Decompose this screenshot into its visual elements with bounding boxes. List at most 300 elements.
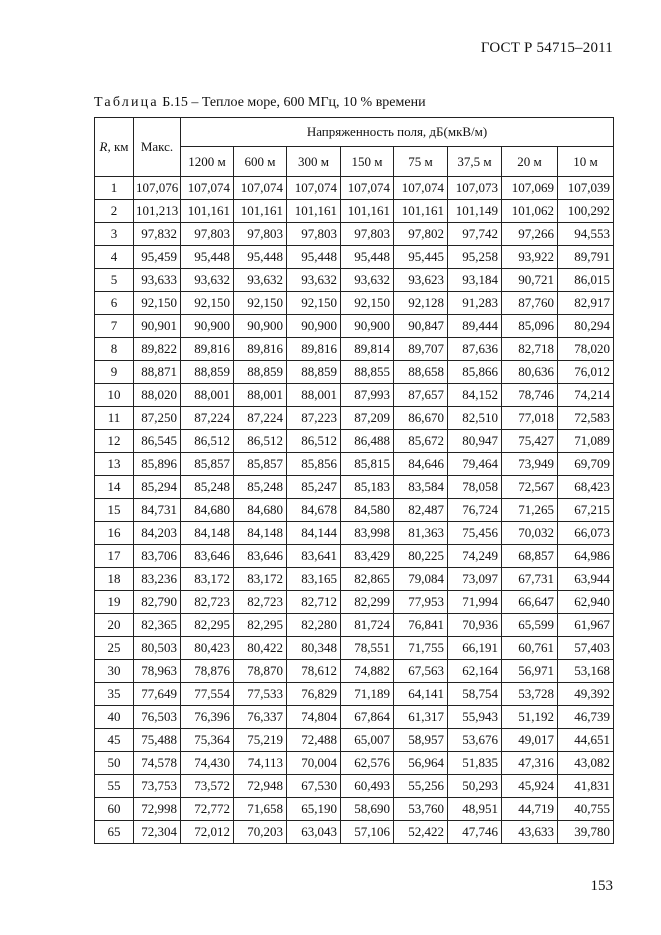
value-cell: 86,670 bbox=[394, 407, 448, 430]
value-cell: 93,184 bbox=[448, 269, 502, 292]
value-cell: 77,018 bbox=[502, 407, 558, 430]
table-row bbox=[95, 223, 614, 246]
value-cell: 82,790 bbox=[134, 591, 181, 614]
value-cell: 93,922 bbox=[502, 246, 558, 269]
value-cell: 95,459 bbox=[134, 246, 181, 269]
distance-cell: 17 bbox=[95, 545, 134, 568]
value-cell: 80,947 bbox=[448, 430, 502, 453]
value-cell: 87,760 bbox=[502, 292, 558, 315]
value-cell: 44,719 bbox=[502, 798, 558, 821]
table-row bbox=[95, 246, 614, 269]
value-cell: 56,971 bbox=[502, 660, 558, 683]
value-cell: 90,847 bbox=[394, 315, 448, 338]
value-cell: 83,646 bbox=[181, 545, 234, 568]
value-cell: 89,816 bbox=[234, 338, 287, 361]
caption-label: Таблица bbox=[94, 95, 159, 110]
table-row bbox=[95, 798, 614, 821]
value-cell: 57,403 bbox=[558, 637, 614, 660]
value-cell: 93,623 bbox=[394, 269, 448, 292]
distance-unit: км bbox=[113, 139, 129, 154]
value-cell: 77,649 bbox=[134, 683, 181, 706]
value-cell: 78,612 bbox=[287, 660, 341, 683]
value-cell: 75,488 bbox=[134, 729, 181, 752]
value-cell: 107,074 bbox=[287, 177, 341, 200]
value-cell: 76,396 bbox=[181, 706, 234, 729]
value-cell: 101,161 bbox=[287, 200, 341, 223]
value-cell: 97,266 bbox=[502, 223, 558, 246]
value-cell: 70,032 bbox=[502, 522, 558, 545]
value-cell: 41,831 bbox=[558, 775, 614, 798]
value-cell: 62,164 bbox=[448, 660, 502, 683]
value-cell: 75,364 bbox=[181, 729, 234, 752]
value-cell: 85,248 bbox=[181, 476, 234, 499]
antenna-height-header: 37,5 м bbox=[448, 147, 502, 177]
value-cell: 67,215 bbox=[558, 499, 614, 522]
value-cell: 51,835 bbox=[448, 752, 502, 775]
value-cell: 75,219 bbox=[234, 729, 287, 752]
value-cell: 83,641 bbox=[287, 545, 341, 568]
value-cell: 58,957 bbox=[394, 729, 448, 752]
value-cell: 62,940 bbox=[558, 591, 614, 614]
distance-variable: R, bbox=[99, 139, 111, 154]
value-cell: 93,632 bbox=[181, 269, 234, 292]
value-cell: 67,864 bbox=[341, 706, 394, 729]
value-cell: 88,658 bbox=[394, 361, 448, 384]
value-cell: 86,512 bbox=[234, 430, 287, 453]
distance-cell: 19 bbox=[95, 591, 134, 614]
value-cell: 55,943 bbox=[448, 706, 502, 729]
value-cell: 93,633 bbox=[134, 269, 181, 292]
distance-column-header bbox=[95, 118, 134, 177]
value-cell: 80,636 bbox=[502, 361, 558, 384]
antenna-height-header: 75 м bbox=[394, 147, 448, 177]
value-cell: 88,859 bbox=[287, 361, 341, 384]
value-cell: 83,646 bbox=[234, 545, 287, 568]
table-row bbox=[95, 545, 614, 568]
value-cell: 97,803 bbox=[341, 223, 394, 246]
value-cell: 70,004 bbox=[287, 752, 341, 775]
value-cell: 47,746 bbox=[448, 821, 502, 844]
table-row bbox=[95, 821, 614, 844]
value-cell: 84,144 bbox=[287, 522, 341, 545]
value-cell: 63,043 bbox=[287, 821, 341, 844]
distance-cell: 40 bbox=[95, 706, 134, 729]
value-cell: 87,636 bbox=[448, 338, 502, 361]
table-row bbox=[95, 591, 614, 614]
value-cell: 78,876 bbox=[181, 660, 234, 683]
distance-cell: 20 bbox=[95, 614, 134, 637]
value-cell: 53,760 bbox=[394, 798, 448, 821]
value-cell: 87,224 bbox=[234, 407, 287, 430]
table-row bbox=[95, 384, 614, 407]
value-cell: 50,293 bbox=[448, 775, 502, 798]
table-row bbox=[95, 614, 614, 637]
value-cell: 100,292 bbox=[558, 200, 614, 223]
value-cell: 67,530 bbox=[287, 775, 341, 798]
value-cell: 60,761 bbox=[502, 637, 558, 660]
value-cell: 97,832 bbox=[134, 223, 181, 246]
value-cell: 75,456 bbox=[448, 522, 502, 545]
distance-cell: 65 bbox=[95, 821, 134, 844]
antenna-height-header: 150 м bbox=[341, 147, 394, 177]
value-cell: 72,772 bbox=[181, 798, 234, 821]
value-cell: 87,224 bbox=[181, 407, 234, 430]
value-cell: 88,859 bbox=[234, 361, 287, 384]
value-cell: 72,583 bbox=[558, 407, 614, 430]
value-cell: 88,001 bbox=[234, 384, 287, 407]
value-cell: 89,822 bbox=[134, 338, 181, 361]
value-cell: 97,802 bbox=[394, 223, 448, 246]
value-cell: 93,632 bbox=[234, 269, 287, 292]
table-caption bbox=[94, 95, 426, 111]
distance-cell: 7 bbox=[95, 315, 134, 338]
value-cell: 89,814 bbox=[341, 338, 394, 361]
value-cell: 85,856 bbox=[287, 453, 341, 476]
distance-cell: 60 bbox=[95, 798, 134, 821]
value-cell: 72,304 bbox=[134, 821, 181, 844]
value-cell: 101,161 bbox=[181, 200, 234, 223]
value-cell: 43,082 bbox=[558, 752, 614, 775]
value-cell: 95,258 bbox=[448, 246, 502, 269]
value-cell: 95,448 bbox=[287, 246, 341, 269]
value-cell: 85,857 bbox=[234, 453, 287, 476]
value-cell: 79,464 bbox=[448, 453, 502, 476]
distance-cell: 35 bbox=[95, 683, 134, 706]
value-cell: 67,563 bbox=[394, 660, 448, 683]
value-cell: 55,256 bbox=[394, 775, 448, 798]
table-row bbox=[95, 407, 614, 430]
value-cell: 72,012 bbox=[181, 821, 234, 844]
value-cell: 85,866 bbox=[448, 361, 502, 384]
table-row bbox=[95, 499, 614, 522]
value-cell: 84,148 bbox=[234, 522, 287, 545]
distance-cell: 45 bbox=[95, 729, 134, 752]
value-cell: 90,901 bbox=[134, 315, 181, 338]
value-cell: 101,161 bbox=[341, 200, 394, 223]
value-cell: 74,804 bbox=[287, 706, 341, 729]
table-row bbox=[95, 683, 614, 706]
value-cell: 83,998 bbox=[341, 522, 394, 545]
table-row bbox=[95, 430, 614, 453]
table-row bbox=[95, 775, 614, 798]
value-cell: 69,709 bbox=[558, 453, 614, 476]
value-cell: 82,510 bbox=[448, 407, 502, 430]
value-cell: 78,551 bbox=[341, 637, 394, 660]
value-cell: 80,348 bbox=[287, 637, 341, 660]
value-cell: 74,113 bbox=[234, 752, 287, 775]
value-cell: 85,815 bbox=[341, 453, 394, 476]
table-row bbox=[95, 292, 614, 315]
value-cell: 107,069 bbox=[502, 177, 558, 200]
value-cell: 101,213 bbox=[134, 200, 181, 223]
value-cell: 61,967 bbox=[558, 614, 614, 637]
value-cell: 89,707 bbox=[394, 338, 448, 361]
distance-cell: 2 bbox=[95, 200, 134, 223]
distance-cell: 55 bbox=[95, 775, 134, 798]
value-cell: 90,900 bbox=[287, 315, 341, 338]
table-row bbox=[95, 752, 614, 775]
value-cell: 82,723 bbox=[234, 591, 287, 614]
value-cell: 44,651 bbox=[558, 729, 614, 752]
table-row bbox=[95, 361, 614, 384]
value-cell: 88,001 bbox=[181, 384, 234, 407]
value-cell: 89,816 bbox=[181, 338, 234, 361]
value-cell: 85,096 bbox=[502, 315, 558, 338]
distance-cell: 15 bbox=[95, 499, 134, 522]
distance-cell: 6 bbox=[95, 292, 134, 315]
value-cell: 83,706 bbox=[134, 545, 181, 568]
distance-cell: 18 bbox=[95, 568, 134, 591]
value-cell: 46,739 bbox=[558, 706, 614, 729]
value-cell: 78,870 bbox=[234, 660, 287, 683]
value-cell: 95,448 bbox=[181, 246, 234, 269]
value-cell: 76,724 bbox=[448, 499, 502, 522]
table-body bbox=[95, 177, 614, 844]
value-cell: 76,841 bbox=[394, 614, 448, 637]
value-cell: 84,678 bbox=[287, 499, 341, 522]
value-cell: 95,448 bbox=[234, 246, 287, 269]
value-cell: 77,953 bbox=[394, 591, 448, 614]
value-cell: 87,209 bbox=[341, 407, 394, 430]
value-cell: 85,857 bbox=[181, 453, 234, 476]
value-cell: 86,015 bbox=[558, 269, 614, 292]
value-cell: 89,444 bbox=[448, 315, 502, 338]
value-cell: 75,427 bbox=[502, 430, 558, 453]
value-cell: 66,647 bbox=[502, 591, 558, 614]
table-row bbox=[95, 522, 614, 545]
value-cell: 66,073 bbox=[558, 522, 614, 545]
value-cell: 70,936 bbox=[448, 614, 502, 637]
antenna-height-header: 1200 м bbox=[181, 147, 234, 177]
value-cell: 88,855 bbox=[341, 361, 394, 384]
value-cell: 81,724 bbox=[341, 614, 394, 637]
value-cell: 84,148 bbox=[181, 522, 234, 545]
value-cell: 71,089 bbox=[558, 430, 614, 453]
value-cell: 48,951 bbox=[448, 798, 502, 821]
value-cell: 64,141 bbox=[394, 683, 448, 706]
distance-cell: 13 bbox=[95, 453, 134, 476]
distance-cell: 11 bbox=[95, 407, 134, 430]
value-cell: 66,191 bbox=[448, 637, 502, 660]
value-cell: 58,754 bbox=[448, 683, 502, 706]
value-cell: 71,658 bbox=[234, 798, 287, 821]
value-cell: 77,554 bbox=[181, 683, 234, 706]
table-row bbox=[95, 476, 614, 499]
value-cell: 82,718 bbox=[502, 338, 558, 361]
value-cell: 71,189 bbox=[341, 683, 394, 706]
value-cell: 92,150 bbox=[287, 292, 341, 315]
value-cell: 83,584 bbox=[394, 476, 448, 499]
value-cell: 82,295 bbox=[181, 614, 234, 637]
value-cell: 73,949 bbox=[502, 453, 558, 476]
value-cell: 83,172 bbox=[181, 568, 234, 591]
value-cell: 85,183 bbox=[341, 476, 394, 499]
table-row bbox=[95, 706, 614, 729]
value-cell: 52,422 bbox=[394, 821, 448, 844]
value-cell: 74,249 bbox=[448, 545, 502, 568]
value-cell: 76,503 bbox=[134, 706, 181, 729]
value-cell: 53,168 bbox=[558, 660, 614, 683]
value-cell: 62,576 bbox=[341, 752, 394, 775]
value-cell: 71,994 bbox=[448, 591, 502, 614]
value-cell: 60,493 bbox=[341, 775, 394, 798]
distance-cell: 12 bbox=[95, 430, 134, 453]
value-cell: 83,165 bbox=[287, 568, 341, 591]
value-cell: 87,657 bbox=[394, 384, 448, 407]
field-strength-table bbox=[94, 117, 614, 844]
value-cell: 92,150 bbox=[181, 292, 234, 315]
value-cell: 39,780 bbox=[558, 821, 614, 844]
value-cell: 72,948 bbox=[234, 775, 287, 798]
value-cell: 53,676 bbox=[448, 729, 502, 752]
value-cell: 92,150 bbox=[234, 292, 287, 315]
value-cell: 78,963 bbox=[134, 660, 181, 683]
value-cell: 77,533 bbox=[234, 683, 287, 706]
value-cell: 92,150 bbox=[134, 292, 181, 315]
value-cell: 81,363 bbox=[394, 522, 448, 545]
value-cell: 78,058 bbox=[448, 476, 502, 499]
value-cell: 76,829 bbox=[287, 683, 341, 706]
distance-cell: 9 bbox=[95, 361, 134, 384]
value-cell: 74,430 bbox=[181, 752, 234, 775]
value-cell: 73,097 bbox=[448, 568, 502, 591]
table-row bbox=[95, 200, 614, 223]
antenna-height-header: 10 м bbox=[558, 147, 614, 177]
value-cell: 56,964 bbox=[394, 752, 448, 775]
value-cell: 58,690 bbox=[341, 798, 394, 821]
value-cell: 84,646 bbox=[394, 453, 448, 476]
value-cell: 49,392 bbox=[558, 683, 614, 706]
value-cell: 82,299 bbox=[341, 591, 394, 614]
value-cell: 90,900 bbox=[234, 315, 287, 338]
value-cell: 84,580 bbox=[341, 499, 394, 522]
value-cell: 40,755 bbox=[558, 798, 614, 821]
value-cell: 97,803 bbox=[181, 223, 234, 246]
table-row bbox=[95, 338, 614, 361]
table-row bbox=[95, 315, 614, 338]
value-cell: 61,317 bbox=[394, 706, 448, 729]
value-cell: 90,721 bbox=[502, 269, 558, 292]
value-cell: 73,753 bbox=[134, 775, 181, 798]
value-cell: 80,503 bbox=[134, 637, 181, 660]
value-cell: 51,192 bbox=[502, 706, 558, 729]
value-cell: 82,280 bbox=[287, 614, 341, 637]
value-cell: 78,020 bbox=[558, 338, 614, 361]
value-cell: 71,265 bbox=[502, 499, 558, 522]
value-cell: 85,672 bbox=[394, 430, 448, 453]
value-cell: 80,423 bbox=[181, 637, 234, 660]
value-cell: 83,429 bbox=[341, 545, 394, 568]
value-cell: 93,632 bbox=[341, 269, 394, 292]
table-row bbox=[95, 729, 614, 752]
value-cell: 107,074 bbox=[234, 177, 287, 200]
value-cell: 92,128 bbox=[394, 292, 448, 315]
value-cell: 73,572 bbox=[181, 775, 234, 798]
distance-cell: 16 bbox=[95, 522, 134, 545]
value-cell: 85,896 bbox=[134, 453, 181, 476]
value-cell: 45,924 bbox=[502, 775, 558, 798]
value-cell: 76,337 bbox=[234, 706, 287, 729]
value-cell: 88,001 bbox=[287, 384, 341, 407]
value-cell: 72,998 bbox=[134, 798, 181, 821]
value-cell: 87,993 bbox=[341, 384, 394, 407]
table-row bbox=[95, 660, 614, 683]
value-cell: 80,225 bbox=[394, 545, 448, 568]
value-cell: 79,084 bbox=[394, 568, 448, 591]
distance-cell: 4 bbox=[95, 246, 134, 269]
value-cell: 47,316 bbox=[502, 752, 558, 775]
value-cell: 97,742 bbox=[448, 223, 502, 246]
value-cell: 85,247 bbox=[287, 476, 341, 499]
value-cell: 76,012 bbox=[558, 361, 614, 384]
value-cell: 74,214 bbox=[558, 384, 614, 407]
value-cell: 43,633 bbox=[502, 821, 558, 844]
value-cell: 72,567 bbox=[502, 476, 558, 499]
caption-number: Б.15 – bbox=[162, 95, 199, 110]
value-cell: 86,488 bbox=[341, 430, 394, 453]
value-cell: 88,871 bbox=[134, 361, 181, 384]
distance-cell: 5 bbox=[95, 269, 134, 292]
value-cell: 107,074 bbox=[181, 177, 234, 200]
table-row bbox=[95, 637, 614, 660]
value-cell: 86,512 bbox=[287, 430, 341, 453]
caption-text: Теплое море, 600 МГц, 10 % времени bbox=[201, 95, 426, 110]
value-cell: 84,680 bbox=[181, 499, 234, 522]
value-cell: 85,248 bbox=[234, 476, 287, 499]
value-cell: 107,076 bbox=[134, 177, 181, 200]
value-cell: 86,545 bbox=[134, 430, 181, 453]
distance-cell: 10 bbox=[95, 384, 134, 407]
value-cell: 85,294 bbox=[134, 476, 181, 499]
max-column-header: Макс. bbox=[134, 118, 181, 177]
value-cell: 84,680 bbox=[234, 499, 287, 522]
value-cell: 91,283 bbox=[448, 292, 502, 315]
value-cell: 97,803 bbox=[287, 223, 341, 246]
value-cell: 87,250 bbox=[134, 407, 181, 430]
distance-cell: 50 bbox=[95, 752, 134, 775]
distance-cell: 14 bbox=[95, 476, 134, 499]
distance-cell: 25 bbox=[95, 637, 134, 660]
value-cell: 65,190 bbox=[287, 798, 341, 821]
value-cell: 71,755 bbox=[394, 637, 448, 660]
antenna-height-header: 300 м bbox=[287, 147, 341, 177]
document-code: ГОСТ Р 54715–2011 bbox=[480, 40, 613, 56]
value-cell: 82,295 bbox=[234, 614, 287, 637]
value-cell: 80,294 bbox=[558, 315, 614, 338]
value-cell: 95,445 bbox=[394, 246, 448, 269]
value-cell: 107,074 bbox=[394, 177, 448, 200]
antenna-height-header: 600 м bbox=[234, 147, 287, 177]
value-cell: 88,020 bbox=[134, 384, 181, 407]
value-cell: 101,161 bbox=[234, 200, 287, 223]
value-cell: 68,857 bbox=[502, 545, 558, 568]
distance-cell: 1 bbox=[95, 177, 134, 200]
value-cell: 107,073 bbox=[448, 177, 502, 200]
value-cell: 82,865 bbox=[341, 568, 394, 591]
value-cell: 67,731 bbox=[502, 568, 558, 591]
value-cell: 89,816 bbox=[287, 338, 341, 361]
value-cell: 101,149 bbox=[448, 200, 502, 223]
distance-cell: 30 bbox=[95, 660, 134, 683]
value-cell: 82,712 bbox=[287, 591, 341, 614]
value-cell: 63,944 bbox=[558, 568, 614, 591]
table-row bbox=[95, 453, 614, 476]
value-cell: 70,203 bbox=[234, 821, 287, 844]
value-cell: 92,150 bbox=[341, 292, 394, 315]
value-cell: 72,488 bbox=[287, 729, 341, 752]
value-cell: 49,017 bbox=[502, 729, 558, 752]
value-cell: 97,803 bbox=[234, 223, 287, 246]
